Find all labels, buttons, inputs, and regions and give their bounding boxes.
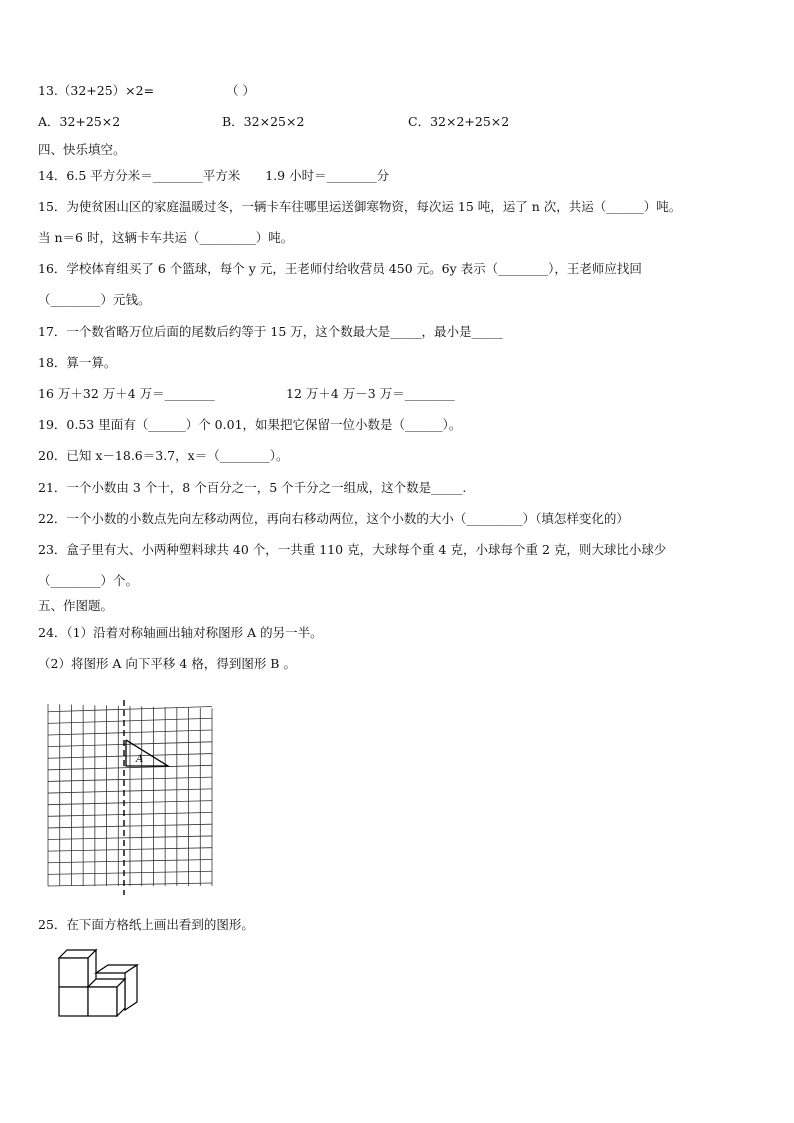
cube-top-front-face: [59, 958, 88, 987]
cube-stack-figure: [54, 945, 144, 1017]
q13-answer-paren: （ ）: [226, 83, 255, 98]
q25: 25．在下面方格纸上画出看到的图形。: [38, 917, 254, 932]
q15-line-1: 15．为使贫困山区的家庭温暖过冬，一辆卡车往哪里运送御寒物资，每次运 15 吨，运了 n 次，共运（______）吨。: [38, 199, 682, 214]
cube-bottom-left-front-face: [59, 987, 88, 1016]
q18-left-expression: 16 万＋32 万＋4 万＝________: [38, 386, 215, 401]
q20: 20．已知 x－18.6＝3.7，x＝（________）。: [38, 448, 289, 463]
q17: 17．一个数省略万位后面的尾数后约等于 15 万，这个数最大是_____，最小是_____: [38, 324, 503, 339]
section-5-heading: 五、作图题。: [38, 598, 114, 613]
q15-line-2: 当 n＝6 时，这辆卡车共运（_________）吨。: [38, 230, 294, 245]
q18-right-expression: 12 万＋4 万－3 万＝________: [286, 386, 455, 401]
section-4-heading: 四、快乐填空。: [38, 142, 126, 157]
q16-line-2: （________）元钱。: [38, 292, 151, 307]
q16-line-1: 16．学校体育组买了 6 个篮球，每个 y 元，王老师付给收营员 450 元。6y 表示（________），王老师应找回: [38, 261, 642, 276]
q13-option-c: C．32×2+25×2: [408, 114, 510, 129]
shape-a-label: A: [136, 754, 144, 765]
q13-option-b: B．32×25×2: [222, 114, 305, 129]
q14: 14．6.5 平方分米＝________平方米 1.9 小时＝________分: [38, 168, 390, 183]
q21: 21．一个小数由 3 个十，8 个百分之一，5 个千分之一组成，这个数是_____.: [38, 480, 467, 495]
q13-option-a: A．32+25×2: [38, 114, 121, 129]
q22: 22．一个小数的小数点先向左移动两位，再向右移动两位，这个小数的大小（_________）（填怎样变化的）: [38, 511, 629, 526]
cube-right-side-face: [125, 965, 137, 1010]
q19: 19．0.53 里面有（______）个 0.01，如果把它保留一位小数是（______）。: [38, 417, 462, 432]
q24-part-2: （2）将图形 A 向下平移 4 格，得到图形 B 。: [38, 656, 296, 671]
q24-part-1: 24．（1）沿着对称轴画出轴对称图形 A 的另一半。: [38, 625, 323, 640]
q13-stem: 13.（32+25）×2=: [38, 83, 155, 98]
q23-line-2: （________）个。: [38, 573, 139, 588]
cube-bottom-right-front-face: [88, 987, 117, 1016]
q23-line-1: 23．盒子里有大、小两种塑料球共 40 个，一共重 110 克，大球每个重 4 克，小球每个重 2 克，则大球比小球少: [38, 542, 667, 557]
grid-paper-figure: [44, 700, 219, 895]
q18-title: 18．算一算。: [38, 355, 117, 370]
